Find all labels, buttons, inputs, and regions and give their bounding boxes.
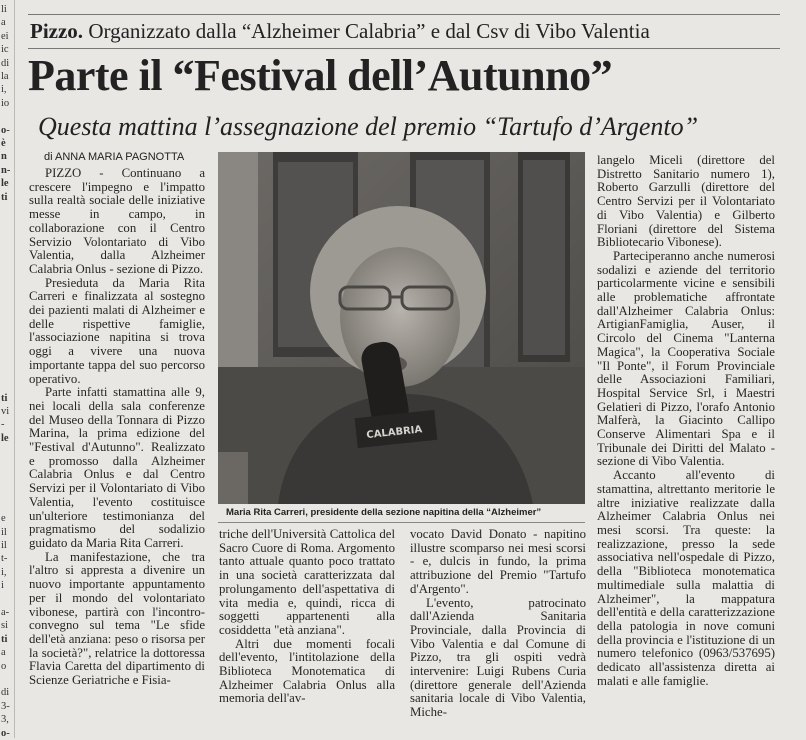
fragment-text: li	[1, 4, 7, 15]
article-column-2	[219, 528, 395, 706]
fragment-text: a	[1, 17, 6, 29]
fragment-text: o-	[1, 124, 10, 136]
headline: Parte il “Festival dell’Autunno”	[28, 51, 613, 100]
article-column-3	[410, 528, 586, 720]
paragraph: Presieduta da Maria Rita Carreri e finalizzata al sostegno dei pazienti malati di Alzheimer e delle rispettive famiglie, l'associazione napitina si trova oggi a vivere una nuova importante tappa del suo percorso operativo.	[29, 275, 205, 386]
kicker-text: Organizzato dalla “Alzheimer Calabria” e dal Csv di Vibo Valentia	[88, 19, 650, 43]
paragraph: PIZZO - Continuano a crescere l'impegno e l'impatto sulla realtà sociale delle iniziative messe in campo, in collaborazione con il Centro Servizio Volontariato di Vibo Valentia, dalla Alzheimer Calabria Onlus - sezione di Pizzo.	[29, 166, 205, 276]
paragraph: triche dell'Università Cattolica del Sacro Cuore di Roma. Argomento tanto attuale quanto poco trattato in una società caratterizzata dal prolungamento dell'aspettativa di vita media e, quindi, ricca di soggetti appartenenti alla cosiddetta "età anziana".	[219, 527, 395, 637]
fragment-text: di	[1, 687, 10, 699]
top-rule	[28, 14, 780, 15]
paragraph: La manifestazione, che tra l'altro si appresta a divenire un nuovo importante appuntamento per il mondo del volontariato vibonese, partirà con l'incontro-convegno sul tema "Le sfide dell'età anziana: peso o risorsa per la società?", relatrice la dottoressa Flavia Caretta del dipartimento di Scienze Geriatriche e Fisia-	[29, 549, 205, 688]
fragment-text: ei	[1, 30, 9, 42]
fragment-text: n-	[1, 164, 11, 176]
microphone-label: CALABRIA	[365, 424, 423, 442]
paragraph: Accanto all'evento di stamattina, altrettanto meritorie le altre iniziative realizzate dalla Alzheimer Calabria Onlus nei mesi scorsi. Tra queste: la realizzazione, presso la sede associativa nell'ospedale di Pizzo, della "Biblioteca monotematica multimediale sulla malattia di Alzheimer", la mappatura dell'entità e della caratterizzazione della patologia in nove comuni della provincia e l'istituzione di un numero telefonico (0963/537695) dedicato all'assistenza diretta ai malati e alle famiglie.	[597, 468, 775, 688]
article-column-1	[29, 167, 205, 688]
fragment-text: ti	[1, 392, 8, 404]
photo-image	[218, 152, 585, 504]
fragment-text: il	[1, 540, 7, 551]
kicker	[30, 16, 650, 46]
fragment-text: si	[1, 620, 9, 632]
fragment-text: 3,	[1, 714, 9, 726]
photo-caption: Maria Rita Carreri, presidente della sezione napitina della “Alzheimer”	[226, 507, 542, 518]
fragment-text: a-	[1, 607, 10, 618]
fragment-text: ic	[1, 44, 9, 56]
fragment-text: le	[1, 178, 9, 190]
fragment-text: le	[1, 432, 9, 444]
fragment-text: a	[1, 647, 6, 659]
subheadline: Questa mattina l’assegnazione del premio “Tartufo d’Argento”	[38, 112, 699, 141]
fragment-text: o	[1, 660, 7, 672]
caption-rule	[218, 522, 585, 523]
kicker-rule	[28, 48, 780, 49]
article-photo	[218, 152, 585, 504]
paragraph: langelo Miceli (direttore del Distretto Sanitario numero 1), Roberto Garzulli (direttore del Centro Servizi per il Volontariato di Vibo Valentia) e Gilberto Floriani (direttore del Sistema Bibliotecario Vibonese).	[597, 153, 775, 250]
fragment-text: i	[1, 580, 4, 592]
fragment-text: e	[1, 513, 6, 525]
fragment-text: è	[1, 138, 6, 149]
paragraph: Parte infatti stamattina alle 9, nei locali della sala conferenze del Museo della Tonnara di Pizzo Marina, la prima edizione del "Festival d'Autunno". Realizzato e promosso dalla Alzheimer Calabria Onlus e dal Centro Servizi per il Volontariato di Vibo Valentia, l'evento costituisce un'ulteriore testimonianza del pragmatismo del sodalizio guidato da Maria Rita Carreri.	[29, 385, 205, 550]
fragment-text: -	[1, 419, 5, 431]
paragraph: Parteciperanno anche numerosi sodalizi e aziende del territorio particolarmente vicine e sensibili alle problematiche affrontate dall'Alzheimer Calabria Onlus: ArtigianFamiglia, Auser, il Circolo del Cinema "Lanterna Magica", la Cooperativa Sociale "Il Ponte", il Forum Provinciale delle Associazioni Familiari, Hospital Service Srl, i Maestri Gelatieri di Pizzo, l'orafo Antonio Malferà, la Giacinto Callipo Conserve Alimentari Spa e il Tribunale dei Diritti del Malato - sezione di Vibo Valentia.	[597, 248, 775, 469]
fragment-text: i,	[1, 566, 7, 578]
fragment-text: o-	[1, 727, 10, 739]
paragraph: vocato David Donato - napitino illustre scomparso nei mesi scorsi - e, dulcis in fundo, la prima attribuzione del Premio "Tartufo d'Argento".	[410, 527, 586, 596]
paragraph: L'evento, patrocinato dall'Azienda Sanitaria Provinciale, dalla Provincia di Vibo Valentia e dal Comune di Pizzo, tra gli ospiti vedrà intervenire: Luigi Rubens Curia (direttore generale dell'Azienda sanitaria locale di Vibo Valentia, Miche-	[410, 595, 586, 720]
adjacent-column-fragment	[0, 0, 15, 738]
byline: di ANNA MARIA PAGNOTTA	[44, 151, 185, 163]
fragment-text: 3-	[1, 700, 10, 712]
fragment-text: t-	[1, 553, 8, 565]
fragment-text: vi	[1, 406, 10, 417]
fragment-text: i,	[1, 84, 7, 96]
paragraph: Altri due momenti focali dell'evento, l'intitolazione della Biblioteca Monotematica di Alzheimer Calabria Onlus alla memoria dell'av-	[219, 636, 395, 706]
fragment-text: io	[1, 97, 10, 109]
article-column-4	[597, 154, 775, 688]
fragment-text: ti	[1, 191, 8, 203]
fragment-text: di	[1, 57, 10, 69]
fragment-text: n	[1, 151, 7, 163]
fragment-text: il	[1, 526, 7, 538]
fragment-text: la	[1, 71, 9, 82]
kicker-location: Pizzo.	[30, 19, 84, 43]
fragment-text: ti	[1, 633, 8, 645]
